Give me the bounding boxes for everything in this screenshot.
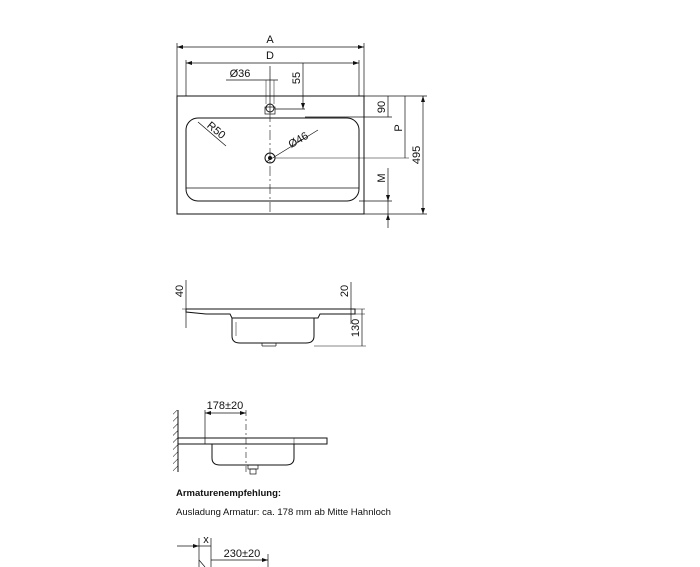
dim-40-label: 40: [174, 284, 186, 298]
dim-bottom-offset-label: 230±20: [223, 548, 261, 560]
dim-drain-label: Ø46: [286, 130, 311, 151]
recommendation-title: Armaturenempfehlung:: [176, 488, 282, 499]
dim-radius-label: R50: [204, 119, 228, 142]
bottom-view: [177, 534, 268, 567]
install-bowl: [212, 444, 294, 465]
dim-p-label: P: [393, 124, 405, 132]
dim-tap-hole-label: Ø36: [229, 68, 251, 80]
dim-install-offset-label: 178±20: [206, 400, 244, 412]
dim-20-label: 20: [339, 284, 351, 298]
dim-495-label: 495: [411, 145, 423, 165]
side-slab: [186, 309, 355, 318]
dim-d-label: D: [266, 50, 274, 62]
top-view: [177, 34, 427, 228]
dim-a-label: A: [266, 34, 274, 46]
dim-130-label: 130: [350, 318, 362, 338]
dim-m-label: M: [376, 173, 388, 183]
install-view: [173, 400, 327, 475]
install-slab: [178, 438, 327, 444]
wall: [173, 410, 178, 472]
recommendation-text: Ausladung Armatur: ca. 178 mm ab Mitte Hahnloch: [176, 507, 391, 518]
dim-90-label: 90: [376, 100, 388, 114]
side-bowl: [232, 318, 314, 343]
dim-55-label: 55: [291, 71, 303, 85]
dim-x-label: x: [203, 534, 209, 546]
side-view: [174, 280, 366, 346]
